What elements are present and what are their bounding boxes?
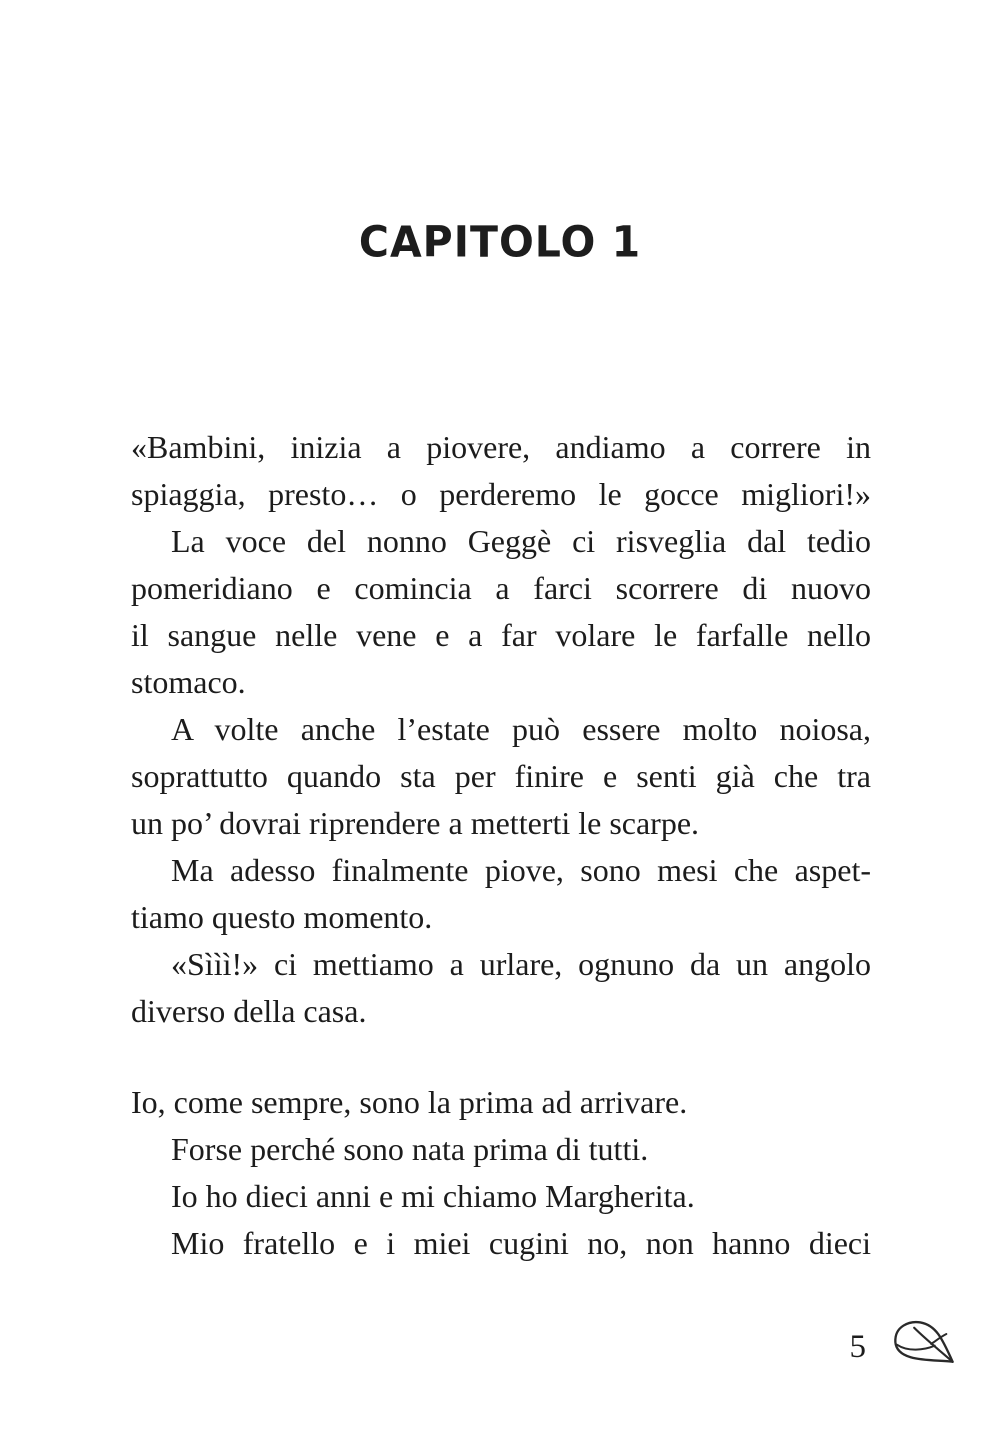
text-line: pomeridiano e comincia a farci scorrere di nuovo bbox=[131, 570, 871, 606]
text-line: diverso della casa. bbox=[131, 993, 367, 1029]
text-line: «Sììì!» ci mettiamo a urlare, ognuno da un angolo bbox=[171, 946, 871, 982]
leaf-icon bbox=[890, 1317, 958, 1369]
page-number: 5 bbox=[849, 1328, 866, 1365]
text-line: Io, come sempre, sono la prima ad arrivare. bbox=[131, 1084, 688, 1120]
chapter-title: CAPITOLO 1 bbox=[358, 217, 642, 267]
body-text bbox=[131, 424, 871, 1267]
text-line: spiaggia, presto… o perderemo le gocce migliori!» bbox=[131, 476, 871, 512]
text-line: tiamo questo momento. bbox=[131, 899, 433, 935]
text-line: stomaco. bbox=[131, 664, 246, 700]
text-line: Forse perché sono nata prima di tutti. bbox=[171, 1131, 649, 1167]
text-line: «Bambini, inizia a piovere, andiamo a correre in bbox=[131, 429, 871, 465]
text-line: Mio fratello e i miei cugini no, non hanno dieci bbox=[171, 1225, 871, 1261]
text-line: Ma adesso finalmente piove, sono mesi che aspet- bbox=[171, 852, 871, 888]
text-line: Io ho dieci anni e mi chiamo Margherita. bbox=[171, 1178, 695, 1214]
text-line: un po’ dovrai riprendere a metterti le scarpe. bbox=[131, 805, 700, 841]
text-line: La voce del nonno Geggè ci risveglia dal tedio bbox=[171, 523, 871, 559]
page-footer bbox=[850, 1317, 959, 1369]
text-line: soprattutto quando sta per finire e senti già che tra bbox=[131, 758, 871, 794]
text-line: A volte anche l’estate può essere molto noiosa, bbox=[171, 711, 871, 747]
text-line: il sangue nelle vene e a far volare le farfalle nello bbox=[131, 617, 871, 653]
